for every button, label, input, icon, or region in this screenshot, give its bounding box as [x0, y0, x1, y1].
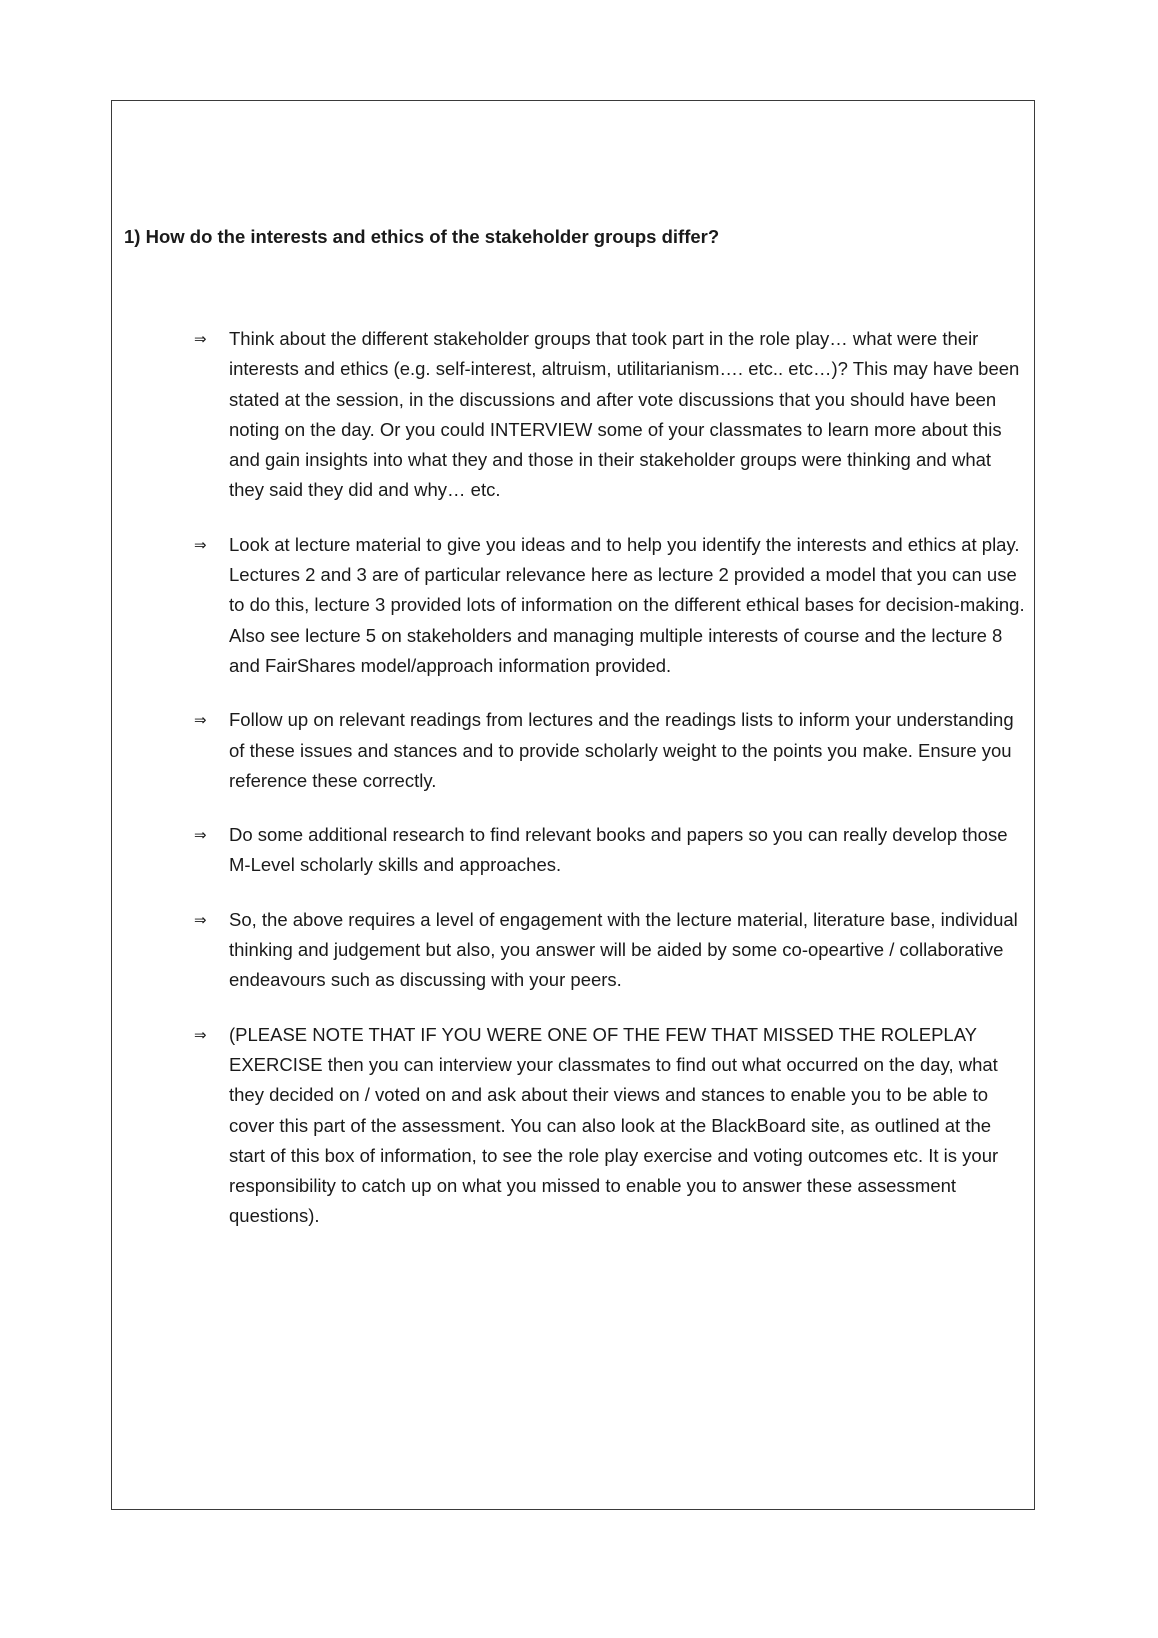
list-item-text: Think about the different stakeholder groups that took part in the role play… what were their interests and ethics (e.g. self-interest, altruism, utilitarianism…. etc.. etc…)? This may have been stated at the session, in the discussions and after vote discussions that you should have been noting on the day. Or you could INTERVIEW some of your classmates to learn more about this and gain insights into what they and those in their stakeholder groups were thinking and what they said they did and why… etc. — [229, 328, 1020, 501]
list-item — [194, 820, 1026, 881]
list-item-text: (PLEASE NOTE THAT IF YOU WERE ONE OF THE FEW THAT MISSED THE ROLEPLAY EXERCISE then you can interview your classmates to find out what occurred on the day, what they decided on / voted on and ask about their views and stances to enable you to be able to cover this part of the assessment. You can also look at the BlackBoard site, as outlined at the start of this box of information, to see the role play exercise and voting outcomes etc. It is your responsibility to catch up on what you missed to enable you to answer these assessment questions). — [229, 1023, 999, 1227]
list-item — [194, 705, 1026, 796]
implies-arrow-icon: ⇒ — [194, 826, 207, 845]
implies-arrow-icon: ⇒ — [194, 535, 207, 554]
guidance-list — [194, 324, 1026, 1256]
list-item-text: Look at lecture material to give you ideas and to help you identify the interests and ethics at play. Lectures 2 and 3 are of particular relevance here as lecture 2 provided a model that you can use to do this, lecture 3 provided lots of information on the different ethical bases for decision-making. Also see lecture 5 on stakeholders and managing multiple interests of course and the lecture 8 and FairShares model/approach information provided. — [229, 533, 1025, 676]
implies-arrow-icon: ⇒ — [194, 330, 207, 348]
list-item-text: Do some additional research to find relevant books and papers so you can really develop those M-Level scholarly skills and approaches. — [229, 824, 1008, 876]
list-item — [194, 905, 1026, 996]
list-item — [194, 324, 1026, 506]
list-item-text: So, the above requires a level of engagement with the lecture material, literature base, individual thinking and judgement but also, you answer will be aided by some co-opeartive / collaborative endeavours such as discussing with your peers. — [229, 908, 1018, 991]
question-heading: 1) How do the interests and ethics of the stakeholder groups differ? — [124, 226, 720, 247]
list-item — [194, 1020, 1026, 1232]
implies-arrow-icon: ⇒ — [194, 1025, 207, 1044]
implies-arrow-icon: ⇒ — [194, 910, 207, 929]
implies-arrow-icon: ⇒ — [194, 711, 207, 730]
list-item-text: Follow up on relevant readings from lectures and the readings lists to inform your understanding of these issues and stances and to provide scholarly weight to the points you make. Ensure you reference these correctly. — [229, 709, 1014, 791]
list-item — [194, 530, 1026, 681]
